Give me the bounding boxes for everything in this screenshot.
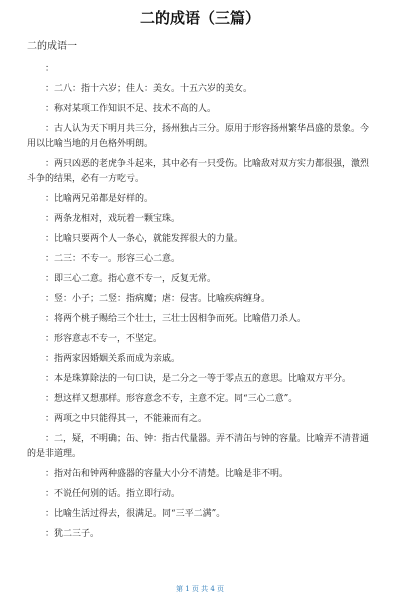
paragraph: ：形容意志不专一，不坚定。 bbox=[45, 334, 163, 344]
paragraph: ：比喻两兄弟都是好样的。 bbox=[45, 194, 154, 204]
paragraph: ：两条龙相对，戏玩着一颗宝珠。 bbox=[45, 214, 181, 224]
paragraph: ： bbox=[45, 64, 55, 74]
paragraph: ：犹二三子。 bbox=[45, 529, 100, 539]
paragraph: ：两项之中只能得其一，不能兼而有之。 bbox=[45, 414, 208, 424]
paragraph: ：二三：不专一。形容三心二意。 bbox=[45, 254, 181, 264]
paragraph: ：指对缶和钟两种盛器的容量大小分不清楚。比喻是非不明。 bbox=[45, 469, 289, 479]
document-title: 二的成语（三篇） bbox=[139, 9, 260, 27]
section-heading: 二的成语一 bbox=[27, 41, 77, 52]
paragraph: ：比喻只要两个人一条心，就能发挥很大的力量。 bbox=[45, 234, 244, 244]
page-footer: 第 1 页 共 4 页 bbox=[175, 585, 225, 593]
paragraph: ：古人认为天下明月共三分，扬州独占三分。原用于形容扬州繁华昌盛的景象。今用以比喻当地的月色格外明朗。 bbox=[27, 124, 370, 149]
paragraph: ：指两家因婚姻关系而成为亲戚。 bbox=[45, 354, 181, 364]
paragraph: ：即三心二意。指心意不专一，反复无常。 bbox=[45, 274, 217, 284]
paragraph: ：称对某项工作知识不足、技术不高的人。 bbox=[45, 104, 217, 114]
paragraph: ：想这样又想那样。形容意念不专，主意不定。同“三心二意”。 bbox=[45, 394, 298, 404]
paragraph: ：竖：小子；二竖：指病魔；虐：侵害。比喻疾病缠身。 bbox=[45, 294, 271, 304]
paragraph: ：不说任何别的话。指立即行动。 bbox=[45, 489, 181, 499]
paragraph: ：本是珠算除法的一句口诀，是二分之一等于零点五的意思。比喻双方平分。 bbox=[45, 374, 352, 384]
paragraph: ：比喻生活过得去，很满足。同“三平二满”。 bbox=[45, 509, 226, 519]
paragraph: ：二，疑，不明确；缶、钟：指古代量器。弄不清缶与钟的容量。比喻弄不清普通的是非道理。 bbox=[27, 434, 370, 459]
paragraph: ：将两个桃子赐给三个壮士，三壮士因相争而死。比喻借刀杀人。 bbox=[45, 314, 307, 324]
paragraph: ：二八：指十六岁；佳人：美女。十五六岁的美女。 bbox=[45, 84, 253, 94]
paragraph-list bbox=[27, 62, 377, 547]
paragraph: ：两只凶恶的老虎争斗起来，其中必有一只受伤。比喻敌对双方实力都很强，激烈斗争的结果，必有一方吃亏。 bbox=[27, 159, 370, 184]
